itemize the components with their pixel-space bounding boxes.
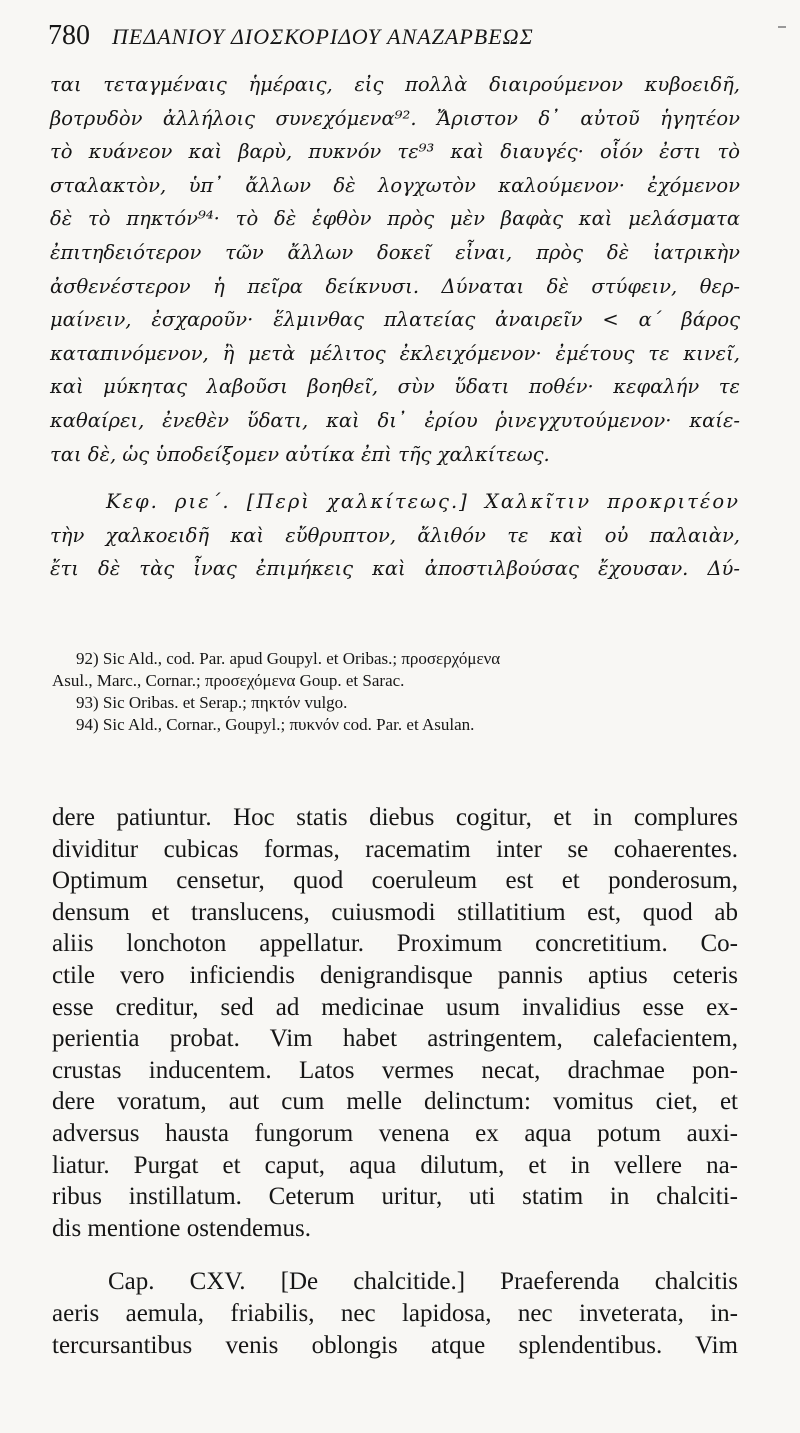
greek-line: σταλακτὸν, ὑπ᾽ ἄλλων δὲ λογχωτὸν καλούμενον· ἐχόμενον [50, 173, 740, 197]
footnote: 94) Sic Ald., Cornar., Goupyl.; πυκνόν cod. Par. et Asulan. [76, 715, 475, 734]
latin-chapter-heading-line: Cap. CXV. [De chalcitide.] Praeferenda chalcitis [108, 1268, 738, 1296]
footnote-continuation: Asul., Marc., Cornar.; προσεχόμενα Goup. et Sarac. [52, 671, 405, 690]
page-number: 780 [48, 20, 90, 51]
greek-line: τὸ κυάνεον καὶ βαρὺ, πυκνόν τε⁹³ καὶ διαυγές· οἷόν ἐστι τὸ [50, 140, 740, 164]
greek-line: ἔτι δὲ τὰς ἶνας ἐπιμήκεις καὶ ἀποστιλβούσας ἔχουσαν. Δύ- [50, 557, 740, 581]
latin-text-block [52, 802, 738, 1361]
greek-line: καὶ μύκητας λαβοῦσι βοηθεῖ, σὺν ὕδατι ποθέν· κεφαλήν τε [50, 375, 740, 399]
latin-line: ribus instillatum. Ceterum uritur, uti statim in chalciti- [52, 1183, 738, 1211]
latin-line: dere patiuntur. Hoc statis diebus cogitur, et in complures [52, 804, 738, 831]
latin-line: dere voratum, aut cum melle delinctum: vomitus ciet, et [52, 1088, 738, 1116]
footnote: 92) Sic Ald., cod. Par. apud Goupyl. et Oribas.; προσερχόμενα [76, 649, 501, 668]
greek-line: δὲ τὸ πηκτόν⁹⁴· τὸ δὲ ἑφθὸν πρὸς μὲν βαφὰς καὶ μελάσματα [50, 207, 740, 231]
latin-line: crustas inducentem. Latos vermes necat, drachmae pon- [52, 1056, 738, 1084]
greek-line: βοτρυδὸν ἀλλήλοις συνεχόμενα⁹². Ἄριστον δ᾽ αὐτοῦ ἡγητέον [50, 106, 740, 130]
latin-line: dis mentione ostendemus. [52, 1214, 311, 1242]
latin-line: densum et translucens, cuiusmodi stillatitium est, quod ab [52, 898, 738, 926]
greek-chapter-heading-line: Κεφ. ριε΄. [Περὶ χαλκίτεως.] Χαλκῖτιν προκριτέον [106, 490, 740, 514]
latin-line: aliis lonchoton appellatur. Proximum concretitium. Co- [52, 930, 738, 958]
greek-line: ἀσθενέστερον ἡ πεῖρα δείκνυσι. Δύναται δὲ στύφειν, θερ- [50, 274, 740, 298]
greek-line: μαίνειν, ἐσχαροῦν· ἕλμινθας πλατείας ἀναιρεῖν < α΄ βάρος [50, 308, 740, 332]
latin-line: liatur. Purgat et caput, aqua dilutum, et in vellere na- [52, 1151, 738, 1179]
greek-line: ται τεταγμέναις ἡμέραις, εἰς πολλὰ διαιρούμενον κυβοειδῆ, [50, 73, 740, 96]
latin-line: ctile vero inficiendis denigrandisque pannis aptius ceteris [52, 961, 738, 989]
latin-line: Optimum censetur, quod coeruleum est et ponderosum, [52, 867, 738, 895]
greek-line: καθαίρει, ἐνεθὲν ὕδατι, καὶ δι᾽ ἐρίου ῥινεγχυτούμενον· καίε- [50, 408, 740, 432]
footnote: 93) Sic Oribas. et Serap.; πηκτόν vulgo. [76, 693, 348, 712]
latin-line: aeris aemula, friabilis, nec lapidosa, nec inveterata, in- [52, 1299, 738, 1327]
greek-line: ἐπιτηδειότερον τῶν ἄλλων δοκεῖ εἶναι, πρὸς δὲ ἰατρικὴν [50, 240, 740, 264]
greek-text-block [50, 68, 740, 586]
latin-line: tercursantibus venis oblongis atque splendentibus. Vim [52, 1331, 738, 1359]
page-header [48, 20, 748, 52]
latin-line: dividitur cubicas formas, racematim inter se cohaerentes. [52, 835, 738, 863]
scan-artifact [778, 26, 786, 38]
greek-line: καταπινόμενον, ἢ μετὰ μέλιτος ἐκλειχόμενον· ἐμέτους τε κινεῖ, [50, 341, 740, 365]
greek-line: τὴν χαλκοειδῆ καὶ εὔθρυπτον, ἄλιθόν τε καὶ οὐ παλαιὰν, [50, 523, 740, 547]
footnotes [52, 648, 742, 736]
latin-line: adversus hausta fungorum venena ex aqua potum auxi- [52, 1119, 738, 1147]
latin-line: esse creditur, sed ad medicinae usum invalidius esse ex- [52, 993, 738, 1021]
latin-line: perientia probat. Vim habet astringentem, calefacientem, [52, 1025, 738, 1053]
greek-line: ται δὲ, ὡς ὑποδείξομεν αὐτίκα ἐπὶ τῆς χαλκίτεως. [50, 442, 550, 466]
running-head: ΠΕΔΑΝΙΟΥ ΔΙΟΣΚΟΡΙΔΟΥ ΑΝΑΖΑΡΒΕΩΣ [112, 24, 534, 49]
